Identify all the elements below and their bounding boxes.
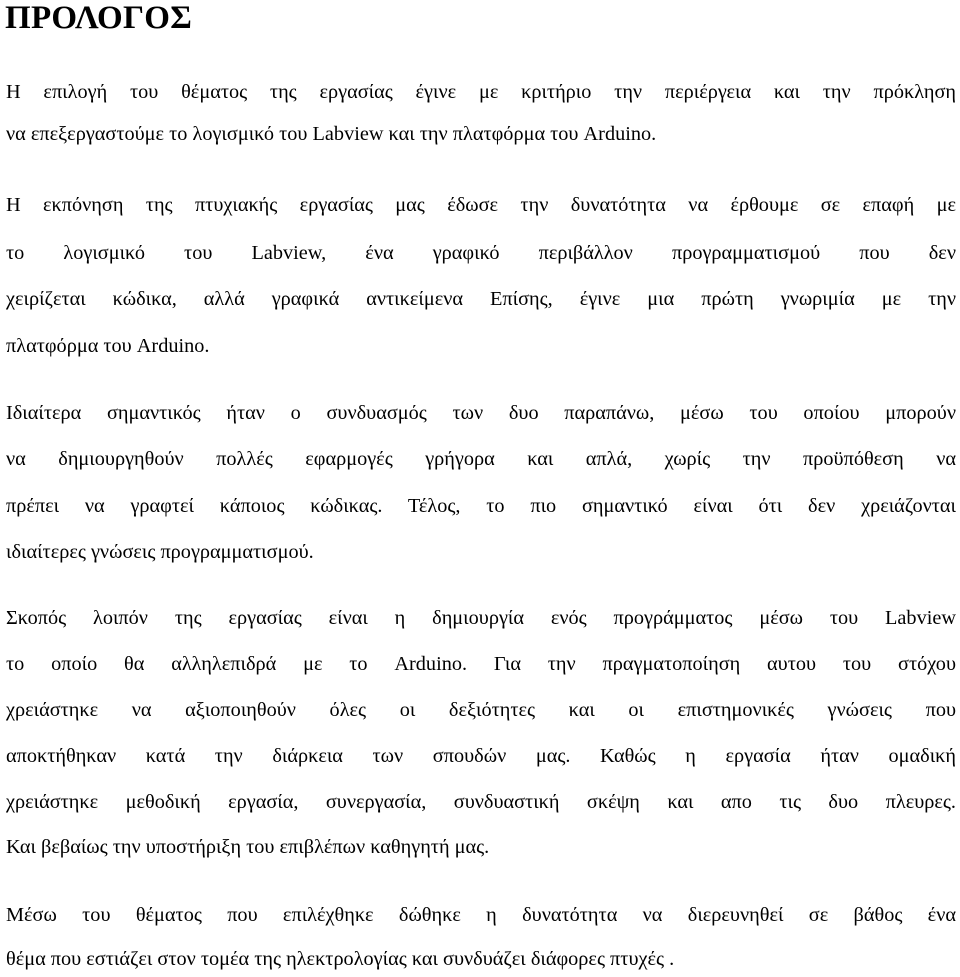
paragraph-3-line-2: να δημιουργηθούν πολλές εφαρμογές γρήγορα και απλά, χωρίς την προϋπόθεση να <box>6 448 956 470</box>
paragraph-4-line-4: αποκτήθηκαν κατά την διάρκεια των σπουδών μας. Καθώς η εργασία ήταν ομαδική <box>6 745 956 767</box>
paragraph-4-line-5: χρειάστηκε μεθοδική εργασία, συνεργασία, συνδυαστική σκέψη και απο τις δυο πλευρες. <box>6 791 956 813</box>
paragraph-4-line-1: Σκοπός λοιπόν της εργασίας είναι η δημιουργία ενός προγράμματος μέσω του Labview <box>6 607 956 629</box>
paragraph-2-line-4: πλατφόρμα του Arduino. <box>6 335 210 357</box>
paragraph-4-line-2: το οποίο θα αλληλεπιδρά με το Arduino. Για την πραγματοποίηση αυτου του στόχου <box>6 653 956 675</box>
paragraph-1-line-2: να επεξεργαστούμε το λογισμικό του Labview και την πλατφόρμα του Arduino. <box>6 123 657 145</box>
paragraph-1-line-1: Η επιλογή του θέματος της εργασίας έγινε με κριτήριο την περιέργεια και την πρόκληση <box>6 81 956 103</box>
paragraph-4-line-3: χρειάστηκε να αξιοποιηθούν όλες οι δεξιότητες και οι επιστημονικές γνώσεις που <box>6 699 956 721</box>
paragraph-2-line-2: το λογισμικό του Labview, ένα γραφικό περιβάλλον προγραμματισμού που δεν <box>6 242 956 264</box>
paragraph-3-line-4: ιδιαίτερες γνώσεις προγραμματισμού. <box>6 541 314 563</box>
paragraph-5-line-2: θέμα που εστιάζει στον τομέα της ηλεκτρολογίας και συνδυάζει διάφορες πτυχές . <box>6 948 675 970</box>
paragraph-5-line-1: Μέσω του θέματος που επιλέχθηκε δώθηκε η δυνατότητα να διερευνηθεί σε βάθος ένα <box>6 904 956 926</box>
paragraph-3-line-1: Ιδιαίτερα σημαντικός ήταν ο συνδυασμός των δυο παραπάνω, μέσω του οποίου μπορούν <box>6 402 956 424</box>
page-title: ΠΡΟΛΟΓΟΣ <box>5 0 193 36</box>
paragraph-3-line-3: πρέπει να γραφτεί κάποιος κώδικας. Τέλος, το πιο σημαντικό είναι ότι δεν χρειάζονται <box>6 495 956 517</box>
paragraph-2-line-3: χειρίζεται κώδικα, αλλά γραφικά αντικείμενα Επίσης, έγινε μια πρώτη γνωριμία με την <box>6 288 956 310</box>
paragraph-4-line-6: Και βεβαίως την υποστήριξη του επιβλέπων καθηγητή μας. <box>6 836 490 858</box>
paragraph-2-line-1: Η εκπόνηση της πτυχιακής εργασίας μας έδωσε την δυνατότητα να έρθουμε σε επαφή με <box>6 194 956 216</box>
